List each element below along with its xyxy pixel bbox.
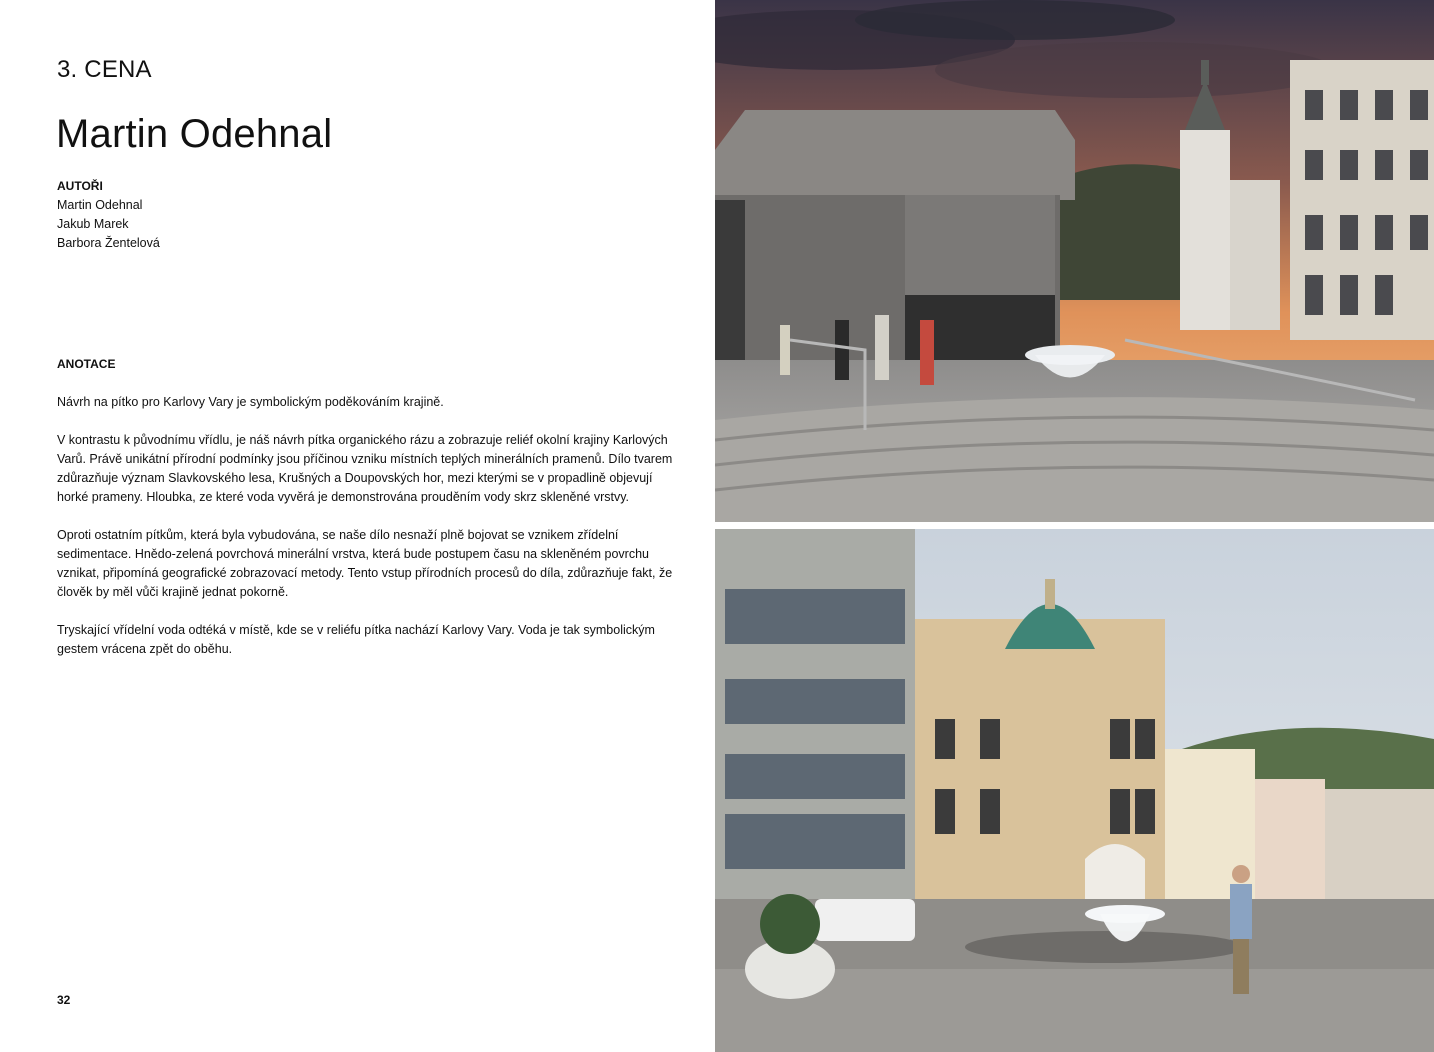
- photo-colonnade-sunset: [715, 0, 1434, 522]
- author-name: Jakub Marek: [57, 217, 129, 231]
- annotation-label: ANOTACE: [57, 357, 116, 371]
- annotation-block: [57, 355, 677, 678]
- page-number: 32: [57, 993, 71, 1007]
- author-name: Barbora Žentelová: [57, 236, 160, 250]
- author-name: Martin Odehnal: [57, 198, 143, 212]
- photo-square-dome: [715, 529, 1434, 1052]
- annotation-paragraph: V kontrastu k původnímu vřídlu, je náš návrh pítka organického rázu a zobrazuje reliéf okolní krajiny Karlových Varů. Právě unikátní přírodní podmínky jsou příčinou vzniku místních teplých minerálních pramenů. Dílo tvarem zdůrazňuje význam Slavkovského lesa, Krušných a Doupovských hor, mezi kterými se v propadlině objevují horké prameny. Hloubka, ze které voda vyvěrá je demonstrována prouděním vody skrz skleněné vrstvy.: [57, 433, 673, 504]
- authors-block: [57, 177, 160, 253]
- text-column: [0, 0, 715, 1052]
- annotation-paragraph: Tryskající vřídelní voda odtéká v místě, kde se v reliéfu pítka nachází Karlovy Vary. Voda je tak symbolickým gestem vrácena zpět do oběhu.: [57, 623, 655, 656]
- page-title: Martin Odehnal: [56, 112, 333, 156]
- annotation-paragraph: Oproti ostatním pítkům, která byla vybudována, se naše dílo nesnaží plně bojovat se vznikem zřídelní sedimentace. Hnědo-zelená povrchová minerální vrstva, která bude postupem času na skleněném povrchu vznikat, připomíná geografické zobrazovací metody. Tento vstup přírodních procesů do díla, zdůrazňuje fakt, že člověk by měl vůči krajině jednat pokorně.: [57, 528, 673, 599]
- annotation-paragraph: Návrh na pítko pro Karlovy Vary je symbolickým poděkováním krajině.: [57, 395, 444, 409]
- authors-label: AUTOŘI: [57, 179, 103, 193]
- prize-heading: 3. CENA: [57, 56, 152, 83]
